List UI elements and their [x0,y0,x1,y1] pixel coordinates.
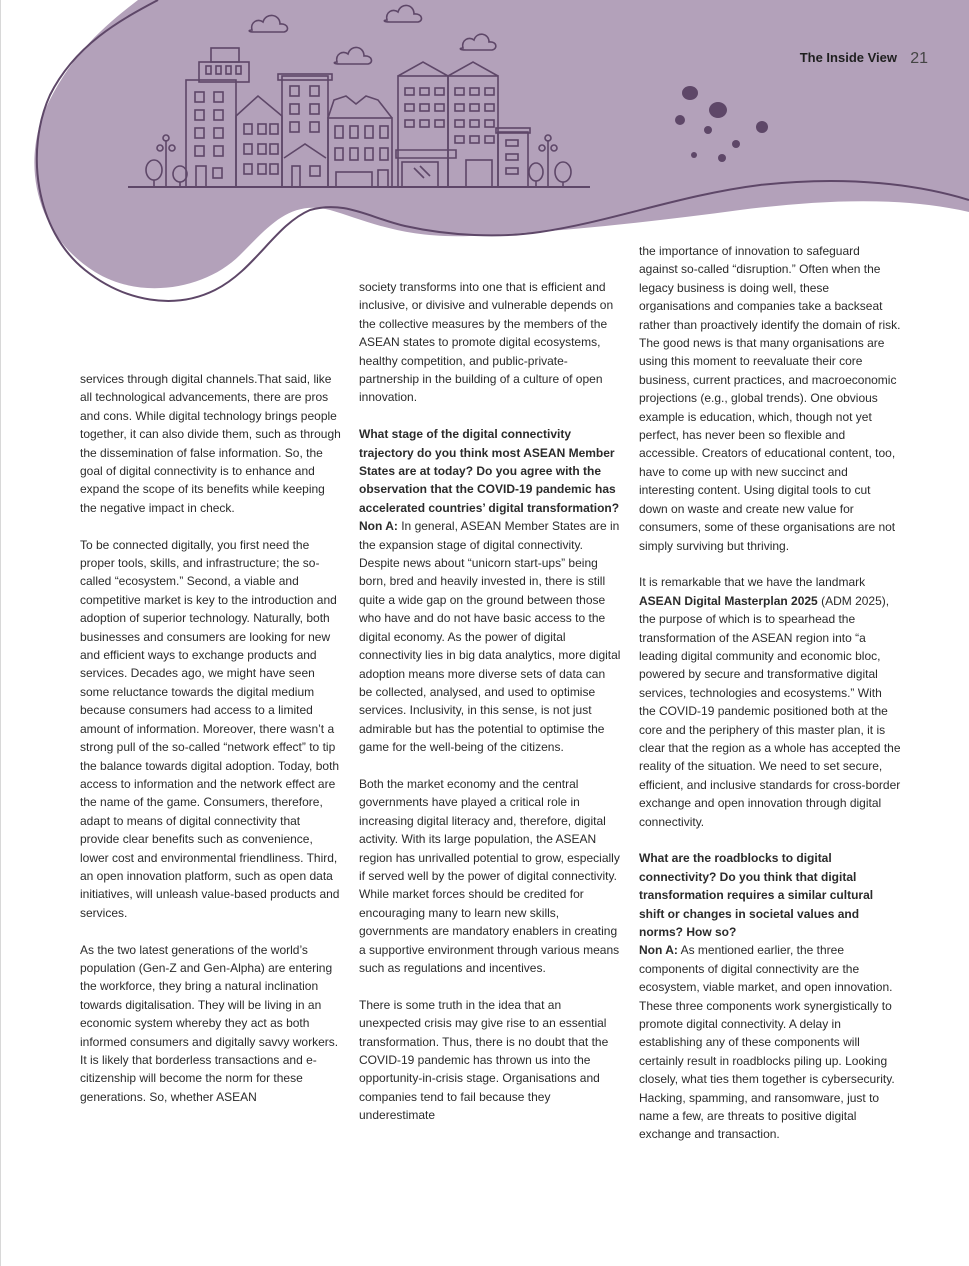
page-number: 21 [910,50,928,67]
speaker-label: Non A: [359,519,398,534]
answer-text: As mentioned earlier, the three components of digital connectivity are the ecosystem, viable market, and open innovation. These three components work synergistically to promote digital connectivity. A delay in establishing any of these components will certainly result in roadblocks piling up. Looking closely, what ties them together is cybersecurity. Hacking, spamming, and ransomware, just to name a few, are threats to positive digital exchange and transaction. [639,943,895,1142]
column-middle [359,278,621,1143]
paragraph: society transforms into one that is efficient and inclusive, or divisive and vulnerable depends on the collective measures by the members of the ASEAN states to promote digital ecosystems, healthy competition, and public-private-partnership in the building of a culture of open innovation. [359,280,614,405]
interview-question: What stage of the digital connectivity trajectory do you think most ASEAN Member States are at today? Do you agree with the observation that the COVID-19 pandemic has accelerated countries’ digital transformation? [359,427,620,515]
paragraph: There is some truth in the idea that an unexpected crisis may give rise to an essential transformation. Thus, there is no doubt that the COVID-19 pandemic has thrown us into the opportunity-in-crisis stage. Organisations and companies tend to fail because they underestimate [359,997,609,1123]
paragraph: To be connected digitally, you first need the proper tools, skills, and infrastructure; the so-called “ecosystem.” Second, a viable and competitive market is key to the introduction and adoption of superior technology. Naturally, both businesses and consumers are looking for new and efficient ways to exchange products and services. Decades ago, we might have seen some reluctance towards the digital medium because consumers had access to a limited amount of information. Moreover, there wasn’t a strong pull of the so-called “network effect” to tip the balance towards digital adoption. Today, both access to information and the network effect are the name of the game. Consumers, therefore, adapt to means of digital connectivity that provide clear benefits such as convenience, lower cost and environmental friendliness. Third, an open innovation platform, such as open data initiatives, will unleash value-based products and services. [80,537,340,920]
text-span: (ADM 2025), the purpose of which is to spearhead the transformation of the ASEAN region into “a leading digital community and economic bloc, powered by secure and transformative digital services, technologies and ecosystems.” With the COVID-19 pandemic positioned both at the core and the periphery of this master plan, it is clear that the region as a whole has accepted the reality of the situation. We need to set secure, efficient, and inclusive standards for cross-border exchange and open innovation through digital connectivity. [639,593,901,829]
paragraph: Both the market economy and the central governments have played a critical role in increasing digital literacy and, therefore, digital activity. With its large population, the ASEAN region has unrivalled potential to grow, especially if served well by the power of digital connectivity. While market forces should be credited for encouraging many to learn new skills, governments are mandatory enablers in creating a supportive environment through various means such as regulations and incentives. [359,776,620,975]
column-left [80,370,342,1125]
paragraph [639,573,901,831]
column-right [639,242,901,1162]
interview-answer [359,517,621,756]
paragraph: services through digital channels.That said, like all technological advancements, there are pros and cons. While digital technology brings people together, it can also divide them, such as through the dissemination of false information. So, the goal of digital connectivity is to enhance and expand the scope of its benefits while keeping the negative impact in check. [80,372,341,515]
paragraph: As the two latest generations of the world’s population (Gen-Z and Gen-Alpha) are entering the workforce, they bring a natural inclination towards digitalisation. They will be living in an economic system whereby they act as both informed consumers and digitally savvy workers. It is likely that borderless transactions and e-citizenship will become the norm for these generations. So, whether ASEAN [80,942,339,1104]
section-title: The Inside View [799,50,897,65]
interview-answer [639,941,901,1143]
text-span: It is remarkable that we have the landmark [639,575,866,590]
paragraph: the importance of innovation to safeguard against so-called “disruption.” Often when the legacy business is doing well, these organisations and companies take a backseat rather than proactively identify the domain of risk. The good news is that many organisations are using this moment to reevaluate their core business, current practices, and macroeconomic projections (e.g., global trends). One obvious example is education, which, though not yet perfect, has never been so flexible and accessible. Creators of educational content, too, have to come up with new succinct and interesting content. Using digital tools to cut down on waste and create new value for consumers, some of these organisations are not simply surviving but thriving. [639,244,901,553]
masterplan-name: ASEAN Digital Masterplan 2025 [639,593,818,608]
speaker-label: Non A: [639,943,678,958]
answer-text: In general, ASEAN Member States are in the expansion stage of digital connectivity. Despite news about “unicorn start-ups” being born, bred and heavily invested in, there is still quite a wide gap on the ground between those who have and do not have basic access to the digital economy. As the power of digital connectivity lies in big data analytics, more digital adoption means more diverse sets of data can be collected, analysed, and used to optimise services. Inclusivity, in this sense, is not just admirable but has the potential to optimise the game for the well-being of the citizens. [359,519,621,755]
interview-question: What are the roadblocks to digital connectivity? Do you think that digital transformation requires a similar cultural shift or changes in societal values and norms? How so? [639,851,874,939]
